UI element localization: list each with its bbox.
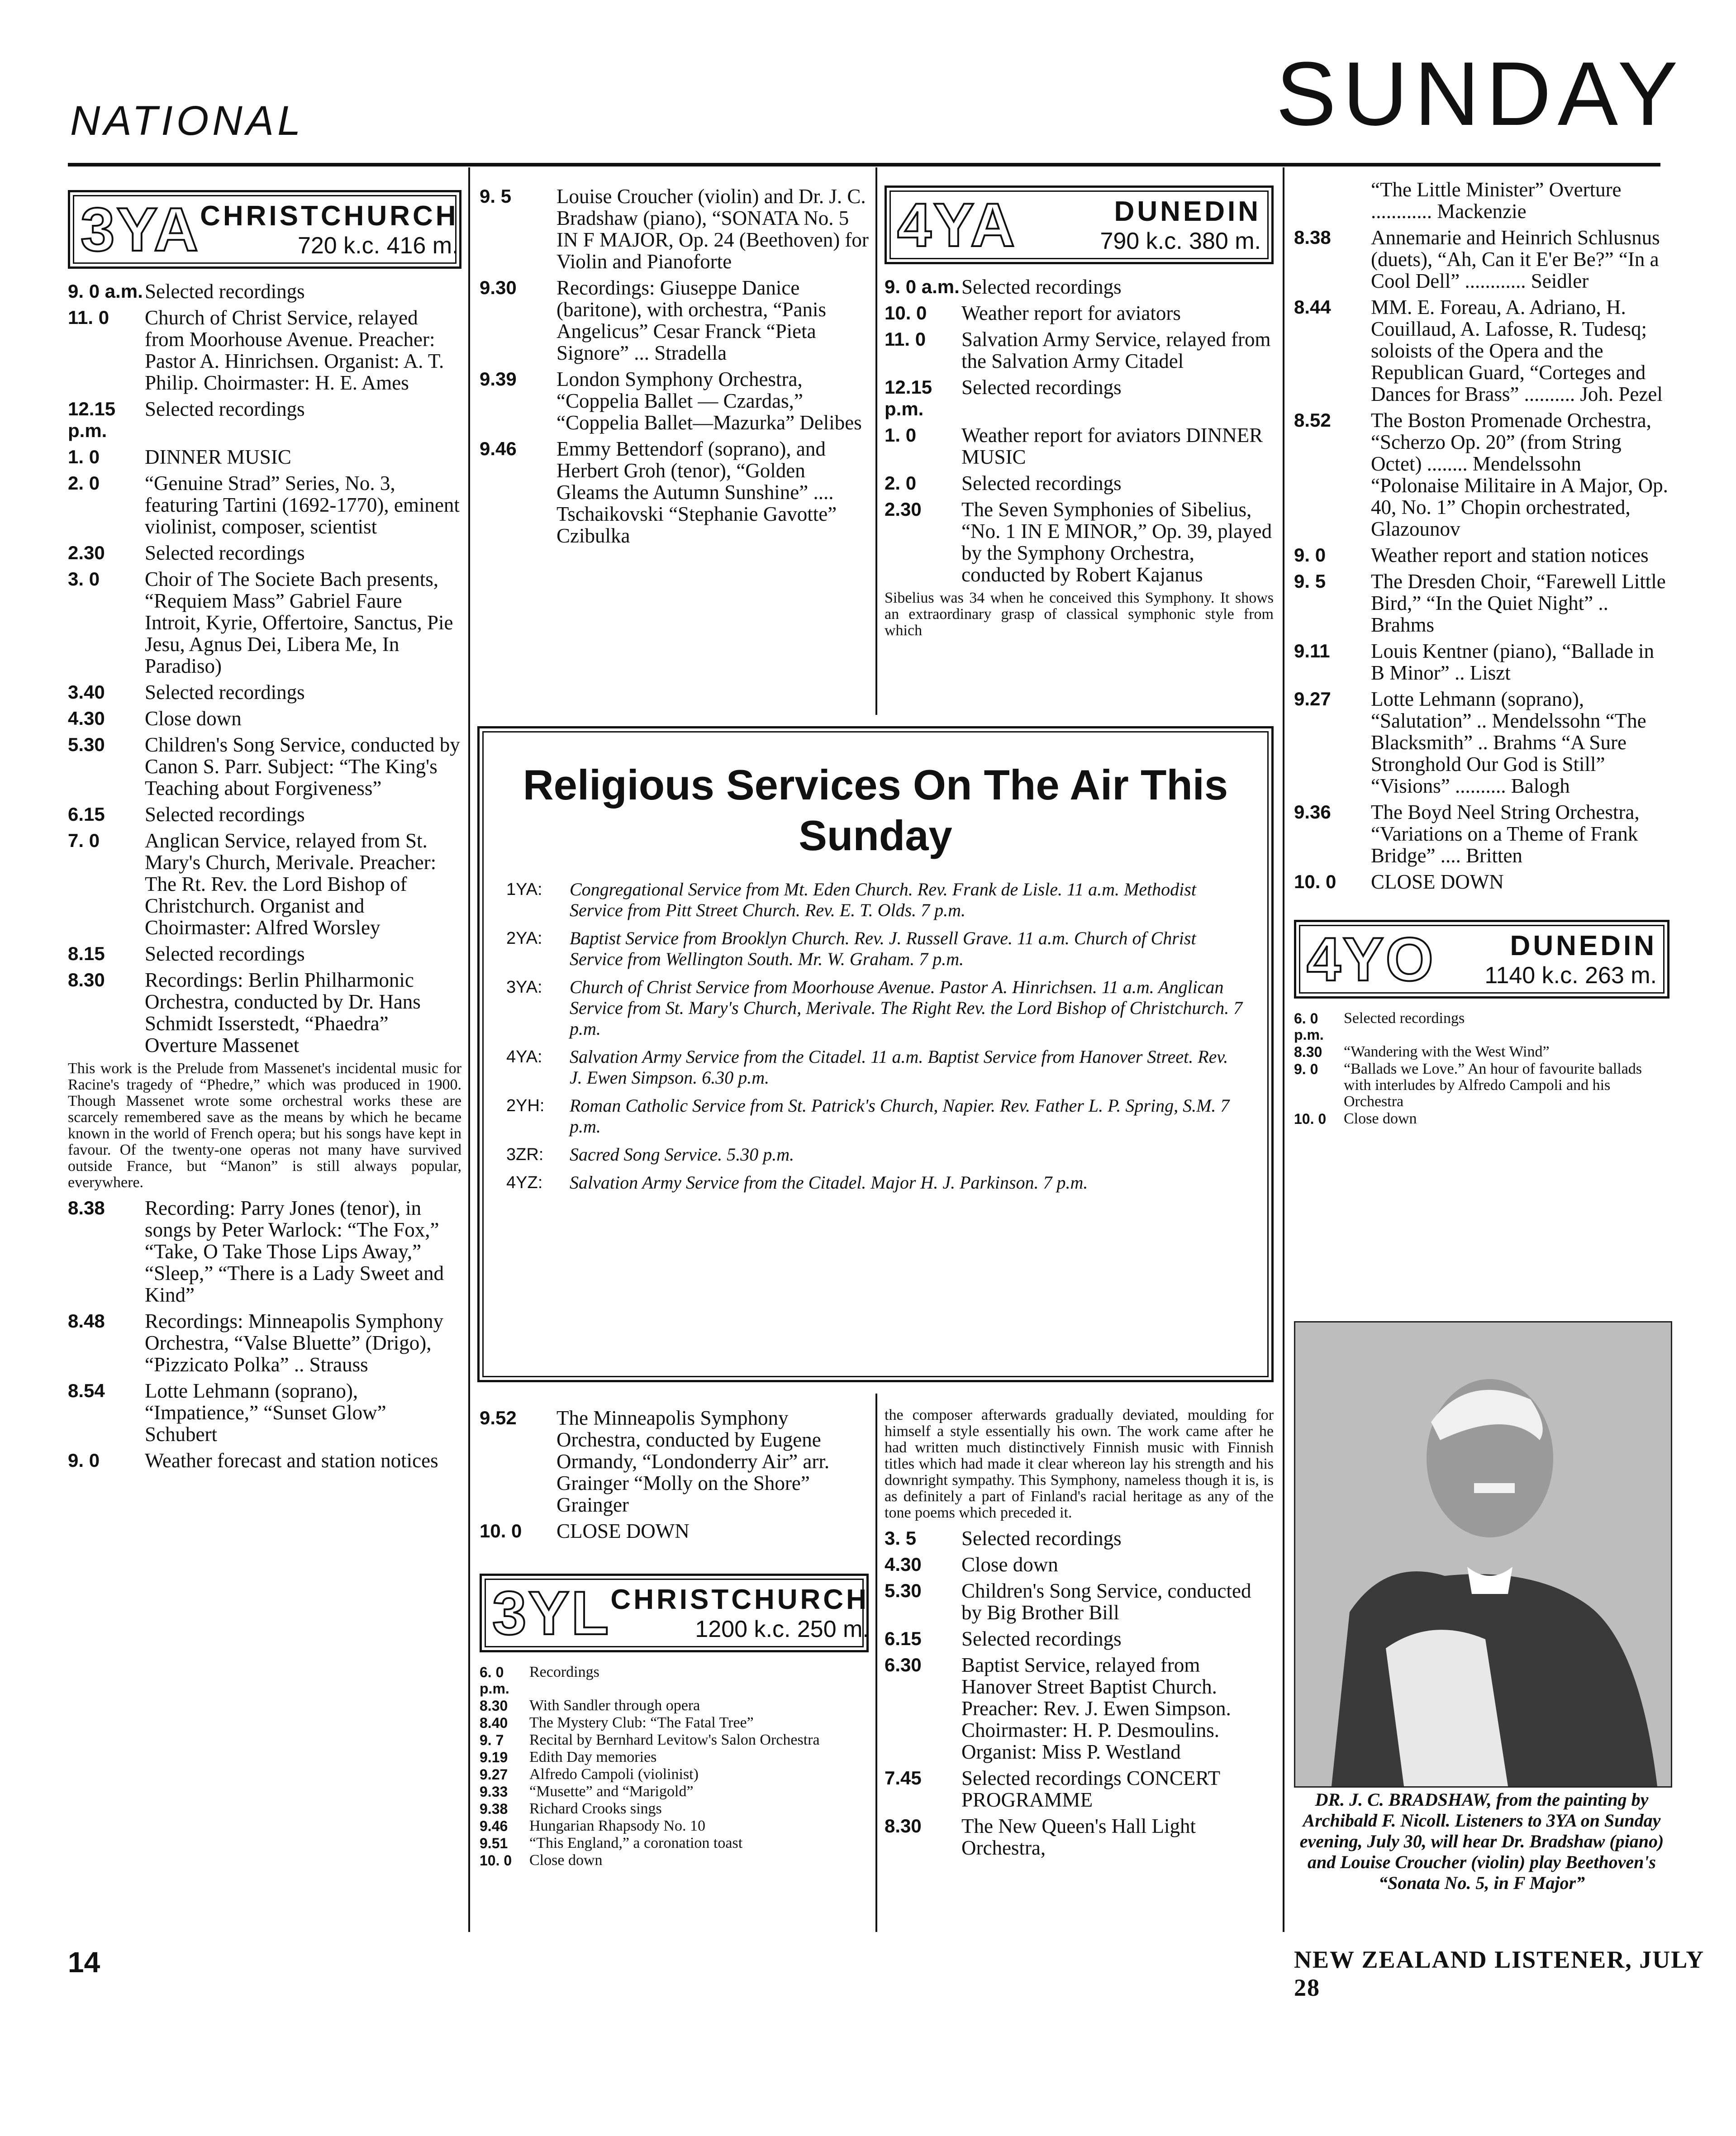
programme-time: 5.30 [885,1580,922,1601]
programme-time [1294,179,1371,222]
programme-entry [1294,1061,1669,1110]
programme-time: 3.40 [68,681,105,703]
programme-time: 11. 0 [885,328,926,350]
programme-time: 9.19 [480,1749,508,1765]
programme-time: 11. 0 [68,307,109,328]
station-frequency: 1200 k.c. 250 m. [695,1616,869,1642]
programme-entry [480,1784,869,1800]
programme-description: The Dresden Choir, “Farewell Little Bird,” “In the Quiet Night” .. Brahms [1371,570,1666,636]
programme-time: 9. 5 [480,186,512,207]
programme-time: 6.30 [885,1654,922,1675]
programme-entry [1294,227,1669,292]
programme-description: Selected recordings [145,942,305,965]
station-frequency: 790 k.c. 380 m. [1100,228,1261,254]
programme-description: Selected recordings [961,1527,1122,1550]
service-details: Baptist Service from Brooklyn Church. Rev. J. Russell Grave. 11 a.m. Church of Christ Service from Wellington South. Mr. W. Graham. 7 p.m. [570,928,1196,969]
programme-entry [480,1407,869,1516]
programme-description: Selected recordings [145,542,305,564]
programme-description: “The Little Minister” Overture ............ Mackenzie [1371,178,1622,223]
column-divider [875,167,877,715]
programme-description: “Musette” and “Marigold” [529,1783,694,1800]
programme-description: Selected recordings [145,398,305,420]
programme-time: 8.44 [1294,296,1331,318]
programme-entry [68,804,461,825]
station-city: CHRISTCHURCH [200,200,459,232]
programme-time: 7.45 [885,1767,922,1789]
programme-list [480,1407,869,1542]
programme-entry [1294,1111,1669,1127]
programme-time: 6.15 [68,804,105,825]
programme-description: Children's Song Service, conducted by Canon S. Parr. Subject: “The King's Teaching about Forgiveness” [145,733,460,799]
programme-description: Close down [1344,1110,1417,1127]
service-details: Salvation Army Service from the Citadel. 11 a.m. Baptist Service from Hanover Street. Rev. J. Ewen Simpson. 6.30 p.m. [570,1047,1228,1088]
station-call: 3YA [81,195,200,264]
programme-description: Selected recordings [961,472,1122,495]
programme-time: 9.46 [480,438,517,459]
programme-description: Recordings: Giuseppe Danice (baritone), with orchestra, “Panis Angelicus” Cesar Franck “Pieta Signore” ... Stradella [556,276,827,364]
programme-time: 9. 0 a.m. [68,281,143,302]
programme-entry [68,734,461,799]
station-banner-3yl [480,1574,869,1652]
column-4ya [885,186,1274,645]
programme-entry [68,1197,461,1306]
programme-time: 9.38 [480,1801,508,1817]
programme-entry [68,398,461,442]
programme-description: The New Queen's Hall Light Orchestra, [961,1815,1196,1859]
programme-time: 9.30 [480,277,517,298]
station-code: 2YA: [506,929,542,948]
station-code: 2YH: [506,1096,545,1115]
programme-entry [885,1527,1274,1549]
programme-time: 1. 0 [885,424,917,446]
programme-time: 3. 5 [885,1527,917,1549]
programme-note: This work is the Prelude from Massenet's incidental music for Racine's tragedy of “Phedre,” which was produced in 1900. Though Massenet wrote some orchestral works these are scarcely remembered save as the means by which he became known in the world of French opera; but his songs have kept in favour. Of the twenty-one operas not many have survived outside France, but “Manon” is still always popular, everywhere. [68,1060,461,1191]
column-divider [875,1394,877,1932]
programme-description: Annemarie and Heinrich Schlusnus (duets), “Ah, Can it E'er Be?” “In a Cool Dell” ............ Seidler [1371,226,1660,292]
programme-description: Recordings: Berlin Philharmonic Orchestra, conducted by Dr. Hans Schmidt Isserstedt, “Phaedra” Overture Massenet [145,969,421,1056]
column-4ya-continued [885,1407,1274,1863]
programme-time: 5.30 [68,734,105,755]
programme-time: 6. 0 p.m. [480,1664,509,1697]
programme-description: Weather report and station notices [1371,544,1649,566]
programme-time: 10. 0 [885,302,927,323]
programme-description: Salvation Army Service, relayed from the Salvation Army Citadel [961,328,1271,372]
programme-time: 12.15 p.m. [68,398,116,441]
programme-time: 9. 0 [1294,1061,1318,1077]
programme-description: Selected recordings [961,276,1122,298]
programme-entry [480,1732,869,1748]
programme-list [68,281,461,1056]
programme-list [480,1664,869,1869]
programme-time: 8.15 [68,943,105,964]
station-city: CHRISTCHURCH [610,1584,869,1615]
programme-time: 8.38 [1294,227,1331,248]
programme-entry [480,1715,869,1731]
programme-time: 8.54 [68,1380,105,1401]
programme-description: With Sandler through opera [529,1697,700,1714]
programme-description: Lotte Lehmann (soprano), “Impatience,” “Sunset Glow” Schubert [145,1380,386,1446]
column-3ya-end [480,1407,869,1870]
programme-description: Edith Day memories [529,1749,657,1765]
religious-service-item [506,1095,1245,1137]
programme-time: 4.30 [885,1554,922,1575]
programme-entry [68,681,461,703]
programme-entry [480,368,869,433]
programme-description: Recordings [529,1664,599,1680]
programme-description: Recording: Parry Jones (tenor), in songs by Peter Warlock: “The Fox,” “Take, O Take Those Lips Away,” “Sleep,” “There is a Lady Sweet and Kind” [145,1197,444,1306]
programme-description: Children's Song Service, conducted by Big Brother Bill [961,1579,1251,1624]
column-divider [1283,167,1284,1932]
programme-description: Weather report for aviators DINNER MUSIC [961,424,1263,468]
programme-list [885,276,1274,585]
programme-description: CLOSE DOWN [1371,871,1504,893]
programme-entry [885,302,1274,324]
programme-entry [480,1852,869,1869]
programme-description: The Mystery Club: “The Fatal Tree” [529,1714,754,1731]
programme-entry [480,186,869,272]
programme-description: Choir of The Societe Bach presents, “Requiem Mass” Gabriel Faure Introit, Kyrie, Offertoire, Sanctus, Pie Jesu, Agnus Dei, Libera Me, In Paradiso) [145,568,453,677]
page-number: 14 [68,1946,100,1979]
programme-entry [885,1554,1274,1575]
programme-entry [885,1654,1274,1763]
programme-description: Selected recordings [145,681,305,704]
programme-description: The Seven Symphonies of Sibelius, “No. 1 IN E MINOR,” Op. 39, played by the Symphony Orchestra, conducted by Robert Kajanus [961,498,1272,586]
station-code: 4YZ: [506,1173,543,1192]
programme-entry [480,1664,869,1697]
programme-time: 9.51 [480,1835,508,1851]
programme-description: Richard Crooks sings [529,1800,662,1817]
programme-entry [885,376,1274,420]
programme-entry [885,1767,1274,1811]
programme-note: Sibelius was 34 when he conceived this Symphony. It shows an extraordinary grasp of classical symphonic style from which [885,590,1274,639]
service-details: Sacred Song Service. 5.30 p.m. [570,1144,794,1165]
programme-entry [480,1749,869,1765]
programme-entry [480,1818,869,1834]
programme-description: Anglican Service, relayed from St. Mary's Church, Merivale. Preacher: The Rt. Rev. the Lord Bishop of Christchurch. Organist and Choirmaster: Alfred Worsley [145,829,437,939]
programme-time: 8.30 [68,969,105,990]
programme-description: Selected recordings [145,803,305,826]
programme-description: The Boyd Neel String Orchestra, “Variations on a Theme of Frank Bridge” .... Britten [1371,801,1640,867]
programme-description: “Genuine Strad” Series, No. 3, featuring Tartini (1692-1770), eminent violinist, composer, scientist [145,472,460,538]
programme-description: Selected recordings CONCERT PROGRAMME [961,1767,1220,1811]
programme-entry [480,277,869,364]
religious-service-item [506,1172,1245,1193]
programme-entry [1294,688,1669,797]
programme-entry [885,472,1274,494]
programme-description: Emmy Bettendorf (soprano), and Herbert Groh (tenor), “Golden Gleams the Autumn Sunshine” .... Tschaikovski “Stephanie Gavotte” Czibulka [556,438,837,547]
programme-time: 9.11 [1294,640,1330,661]
programme-description: CLOSE DOWN [556,1520,690,1542]
station-code: 4YA: [506,1047,542,1066]
service-details: Roman Catholic Service from St. Patrick's Church, Napier. Rev. Father L. P. Spring, S.M. 7 p.m. [570,1095,1230,1137]
programme-entry [68,969,461,1056]
programme-time: 8.30 [1294,1044,1322,1060]
programme-entry [68,943,461,965]
programme-entry [480,1766,869,1783]
religious-service-item [506,1144,1245,1165]
programme-entry [68,281,461,302]
programme-time: 9. 5 [1294,571,1326,592]
programme-time: 10. 0 [480,1520,522,1541]
station-frequency: 720 k.c. 416 m. [297,232,459,259]
programme-description: Louis Kentner (piano), “Ballade in B Minor” .. Liszt [1371,640,1655,684]
programme-list [1294,179,1669,893]
station-city: DUNEDIN [1114,195,1261,227]
programme-entry [885,1628,1274,1650]
programme-description: Close down [961,1553,1058,1576]
programme-description: Weather report for aviators [961,302,1181,324]
programme-time: 9. 0 [1294,544,1326,566]
programme-entry [68,542,461,564]
programme-entry [1294,571,1669,636]
programme-time: 9.52 [480,1407,517,1428]
programme-description: MM. E. Foreau, A. Adriano, H. Couillaud, A. Lafosse, R. Tudesq; soloists of the Opera and the Republican Guard, “Corteges and Dances for Brass” .......... Joh. Pezel [1371,296,1663,405]
programme-description: Weather forecast and station notices [145,1449,438,1472]
programme-list [68,1197,461,1471]
programme-description: Hungarian Rhapsody No. 10 [529,1817,706,1834]
programme-entry [68,1450,461,1471]
section-label: NATIONAL [70,98,304,144]
programme-description: Recital by Bernhard Levitow's Salon Orchestra [529,1732,820,1748]
programme-entry [1294,640,1669,684]
programme-time: 8.48 [68,1310,105,1332]
service-details: Congregational Service from Mt. Eden Church. Rev. Frank de Lisle. 11 a.m. Methodist Service from Pitt Street Church. Rev. E. T. Olds. 7 p.m. [570,879,1196,920]
programme-time: 9.33 [480,1784,508,1800]
programme-entry [68,568,461,677]
programme-description: Selected recordings [1344,1010,1465,1027]
programme-list [1294,1010,1669,1127]
programme-entry [885,276,1274,298]
column-divider [468,167,470,1932]
programme-time: 8.30 [885,1815,922,1836]
programme-description: Louise Croucher (violin) and Dr. J. C. Bradshaw (piano), “SONATA No. 5 IN F MAJOR, Op. 24 (Beethoven) for Violin and Pianoforte [556,185,869,273]
programme-entry [68,1380,461,1445]
programme-description: Close down [145,707,242,730]
programme-entry [1294,544,1669,566]
programme-description: “Ballads we Love.” An hour of favourite ballads with interludes by Alfredo Campoli and his Orchestra [1344,1061,1642,1110]
programme-note: the composer afterwards gradually deviated, moulding for himself a style essentially his own. The work came after he had written much distinctively Finnish music with Finnish titles which had made it clear whereon lay his strength and his downright sympathy. This Symphony, nameless though it is, is as definitely a part of Finland's racial heritage as any of the tone poems which preceded it. [885,1407,1274,1521]
service-details: Salvation Army Service from the Citadel. Major H. J. Parkinson. 7 p.m. [570,1172,1088,1193]
station-call: 4YA [897,190,1017,259]
station-code: 1YA: [506,880,542,899]
programme-entry [885,1815,1274,1859]
programme-description: DINNER MUSIC [145,446,291,468]
programme-description: The Boston Promenade Orchestra, “Scherzo Op. 20” (from String Octet) ........ Mendelssohn “Polonaise Militaire in A Major, Op. 40, No. 1” Chopin orchestrated, Glazounov [1371,409,1668,540]
programme-entry [68,472,461,538]
programme-entry [1294,1044,1669,1060]
religious-service-item [506,928,1245,970]
religious-list [506,879,1245,1193]
programme-entry [68,307,461,394]
programme-description: Recordings: Minneapolis Symphony Orchestra, “Valse Bluette” (Drigo), “Pizzicato Polka” .. Strauss [145,1310,443,1376]
religious-service-item [506,1047,1245,1088]
programme-time: 9.39 [480,368,517,390]
programme-description: Selected recordings [145,280,305,303]
programme-time: 2.30 [885,499,922,520]
religious-service-item [506,879,1245,921]
programme-entry [885,424,1274,468]
programme-description: “This England,” a coronation toast [529,1835,743,1851]
programme-time: 8.38 [68,1197,105,1218]
programme-time: 4.30 [68,708,105,729]
programme-time: 9.36 [1294,801,1331,823]
programme-time: 6.15 [885,1628,922,1649]
publication-footer: NEW ZEALAND LISTENER, JULY 28 [1294,1946,1704,2001]
programme-entry [1294,409,1669,540]
programme-entry [68,1310,461,1375]
station-code: 3ZR: [506,1145,544,1164]
programme-description: The Minneapolis Symphony Orchestra, conducted by Eugene Ormandy, “Londonderry Air” arr. Grainger “Molly on the Shore” Grainger [556,1407,830,1516]
programme-entry [68,446,461,468]
station-banner-4ya [885,186,1274,264]
programme-time: 8.52 [1294,409,1331,431]
programme-entry [1294,871,1669,893]
programme-description: Church of Christ Service, relayed from Moorhouse Avenue. Preacher: Pastor A. Hinrichsen. Organist: A. T. Philip. Choirmaster: H. E. Ames [145,306,444,394]
programme-time: 2. 0 [885,472,917,494]
programme-description: “Wandering with the West Wind” [1344,1043,1550,1060]
station-call: 4YO [1307,925,1436,994]
station-code: 3YA: [506,978,542,997]
programme-time: 8.30 [480,1698,508,1714]
programme-time: 1. 0 [68,446,100,467]
station-banner-3ya [68,190,461,269]
programme-entry [1294,296,1669,405]
programme-entry [68,708,461,729]
programme-entry [480,1698,869,1714]
programme-description: Selected recordings [961,1627,1122,1650]
station-banner-4yo [1294,920,1669,999]
programme-time: 9.27 [480,1766,508,1783]
programme-entry [885,499,1274,585]
programme-time: 2. 0 [68,472,100,494]
programme-entry [885,1580,1274,1623]
portrait-illustration [1295,1323,1671,1786]
programme-entry [480,1835,869,1851]
programme-entry [480,438,869,547]
programme-time: 8.40 [480,1715,508,1731]
column-3ya [68,190,461,1476]
programme-description: Close down [529,1852,603,1869]
programme-list [480,186,869,547]
station-city: DUNEDIN [1510,930,1657,961]
programme-time: 7. 0 [68,830,100,851]
programme-entry [480,1520,869,1542]
photo-caption: DR. J. C. BRADSHAW, from the painting by Archibald F. Nicoll. Listeners to 3YA on Sunday evening, July 30, will hear Dr. Bradshaw (piano) and Louise Croucher (violin) play Beethoven's “Sonata No. 5, in F Major” [1299,1789,1664,1893]
programme-entry [1294,179,1669,222]
programme-entry [68,830,461,938]
programme-time: 12.15 p.m. [885,376,932,419]
programme-time: 10. 0 [1294,871,1336,892]
programme-list [885,1527,1274,1859]
programme-time: 9. 0 [68,1450,100,1471]
programme-description: Lotte Lehmann (soprano), “Salutation” .. Mendelssohn “The Blacksmith” .. Brahms “A Sure Stronghold Our God is Still” “Visions” .......... Balogh [1371,688,1646,797]
programme-description: Selected recordings [961,376,1122,399]
programme-entry [885,328,1274,372]
service-details: Church of Christ Service from Moorhouse Avenue. Pastor A. Hinrichsen. 11 a.m. Anglican Service from St. Mary's Church, Merivale. The Right Rev. the Lord Bishop of Christchurch. 7 p.m. [570,977,1243,1039]
column-4ya-evening [1294,179,1669,1128]
programme-time: 9. 7 [480,1732,504,1748]
top-rule [68,163,1660,167]
programme-time: 6. 0 p.m. [1294,1010,1324,1043]
programme-entry [480,1801,869,1817]
programme-time: 10. 0 [480,1852,512,1869]
programme-time: 9.46 [480,1818,508,1834]
programme-time: 10. 0 [1294,1111,1327,1127]
programme-time: 3. 0 [68,568,100,590]
programme-entry [1294,801,1669,866]
programme-description: Alfredo Campoli (violinist) [529,1766,699,1783]
programme-time: 9. 0 a.m. [885,276,960,297]
box-title: Religious Services On The Air This Sunday [523,761,1228,859]
programme-description: London Symphony Orchestra, “Coppelia Ballet — Czardas,” “Coppelia Ballet—Mazurka” Delibes [556,368,862,434]
programme-entry [1294,1010,1669,1043]
programme-time: 2.30 [68,542,105,563]
programme-description: Baptist Service, relayed from Hanover Street Baptist Church. Preacher: Rev. J. Ewen Simpson. Choirmaster: H. P. Desmoulins. Organist: Miss P. Westland [961,1654,1231,1763]
station-frequency: 1140 k.c. 263 m. [1484,962,1657,989]
portrait-photo [1294,1321,1672,1788]
programme-time: 9.27 [1294,688,1331,709]
column-3ya-continued [480,186,869,551]
religious-service-item [506,977,1245,1039]
day-title: SUNDAY [1276,43,1684,144]
religious-services-box [477,726,1274,1382]
station-call: 3YL [492,1579,611,1647]
